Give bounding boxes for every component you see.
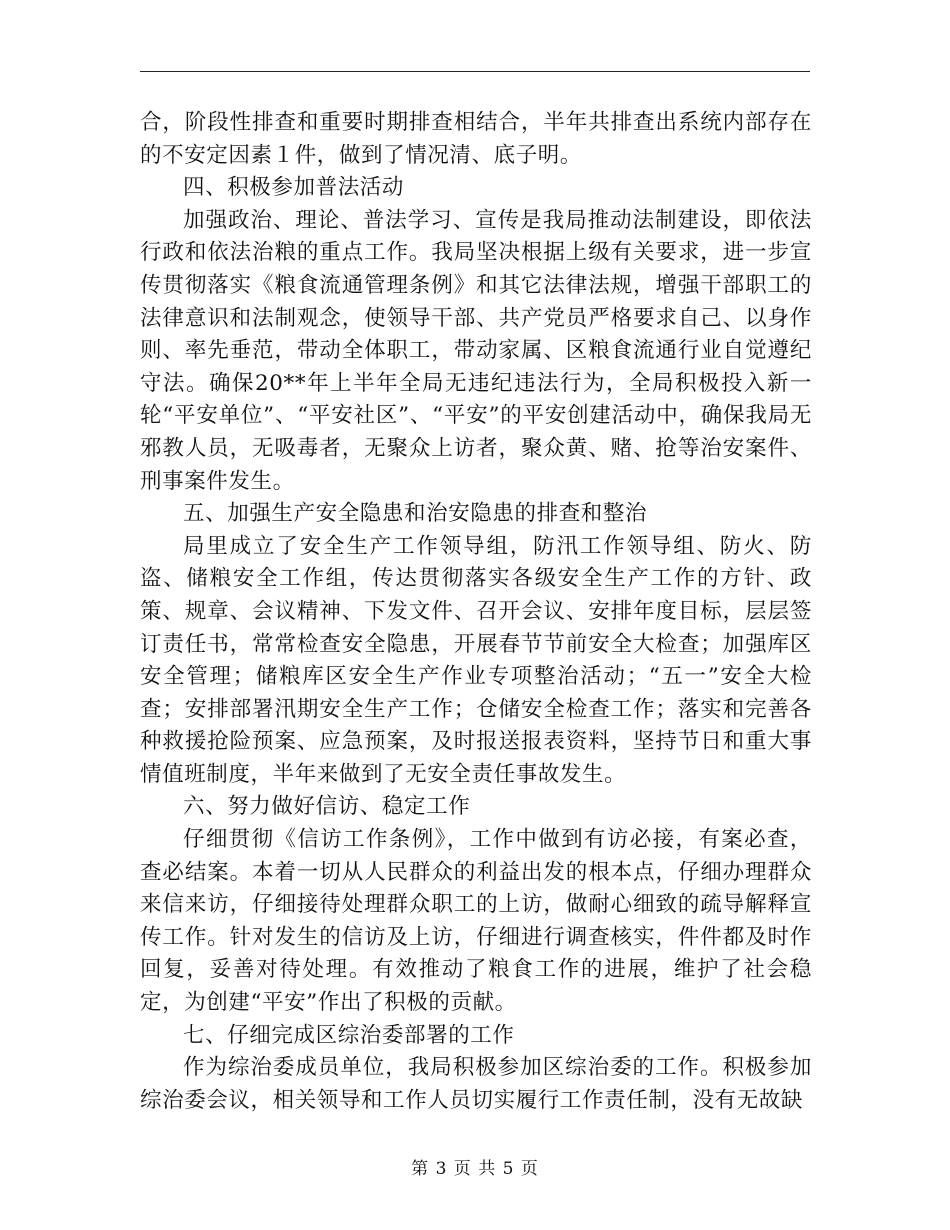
section-heading: 四、积极参加普法活动 (183, 175, 405, 201)
paragraph: 局里成立了安全生产工作领导组，防汛工作领导组、防火、防盗、储粮安全工作组，传达贯彻落实各级安全生产工作的方针、政策、规章、会议精神、下发文件、召开会议、安排年度目标，层层签订责任书，常常检查安全隐患，开展春节节前安全大检查；加强库区安全管理；储粮库区安全生产作业专项整治活动；“五一”安全大检查；安排部署汛期安全生产工作；仓储安全检查工作；落实和完善各种救援抢险预案、应急预案，及时报送报表资料，坚持节日和重大事情值班制度，半年来做到了无安全责任事故发生。 (140, 533, 812, 787)
document-body (140, 107, 812, 1117)
section-heading: 七、仔细完成区综治委部署的工作 (183, 1022, 515, 1048)
section-heading: 六、努力做好信访、稳定工作 (183, 794, 471, 820)
paragraph: 作为综治委成员单位，我局积极参加区综治委的工作。积极参加综治委会议，相关领导和工作人员切实履行工作责任制，没有无故缺 (140, 1055, 812, 1113)
paragraph: 加强政治、理论、普法学习、宣传是我局推动法制建设，即依法行政和依法治粮的重点工作。我局坚决根据上级有关要求，进一步宣传贯彻落实《粮食流通管理条例》和其它法律法规，增强干部职工的法律意识和法制观念，使领导干部、共产党员严格要求自己、以身作则、率先垂范，带动全体职工，带动家属、区粮食流通行业自觉遵纪守法。确保20**年上半年全局无违纪违法行为，全局积极投入新一轮“平安单位”、“平安社区”、“平安”的平安创建活动中，确保我局无邪教人员，无吸毒者，无聚众上访者，聚众黄、赌、抢等治安案件、刑事案件发生。 (140, 207, 812, 494)
section-heading: 五、加强生产安全隐患和治安隐患的排查和整治 (183, 501, 648, 527)
paragraph: 合，阶段性排查和重要时期排查相结合，半年共排查出系统内部存在的不安定因素１件，做到了情况清、底子明。 (140, 110, 812, 168)
paragraph: 仔细贯彻《信访工作条例》，工作中做到有访必接，有案必查，查必结案。本着一切从人民群众的利益出发的根本点，仔细办理群众来信来访，仔细接待处理群众职工的上访，做耐心细致的疏导解释宣传工作。针对发生的信访及上访，仔细进行调查核实，件件都及时作回复，妥善对待处理。有效推动了粮食工作的进展，维护了社会稳定，为创建“平安”作出了积极的贡献。 (140, 827, 812, 1016)
page-number: 第 3 页 共 5 页 (411, 1159, 539, 1179)
header-rule (140, 71, 810, 72)
